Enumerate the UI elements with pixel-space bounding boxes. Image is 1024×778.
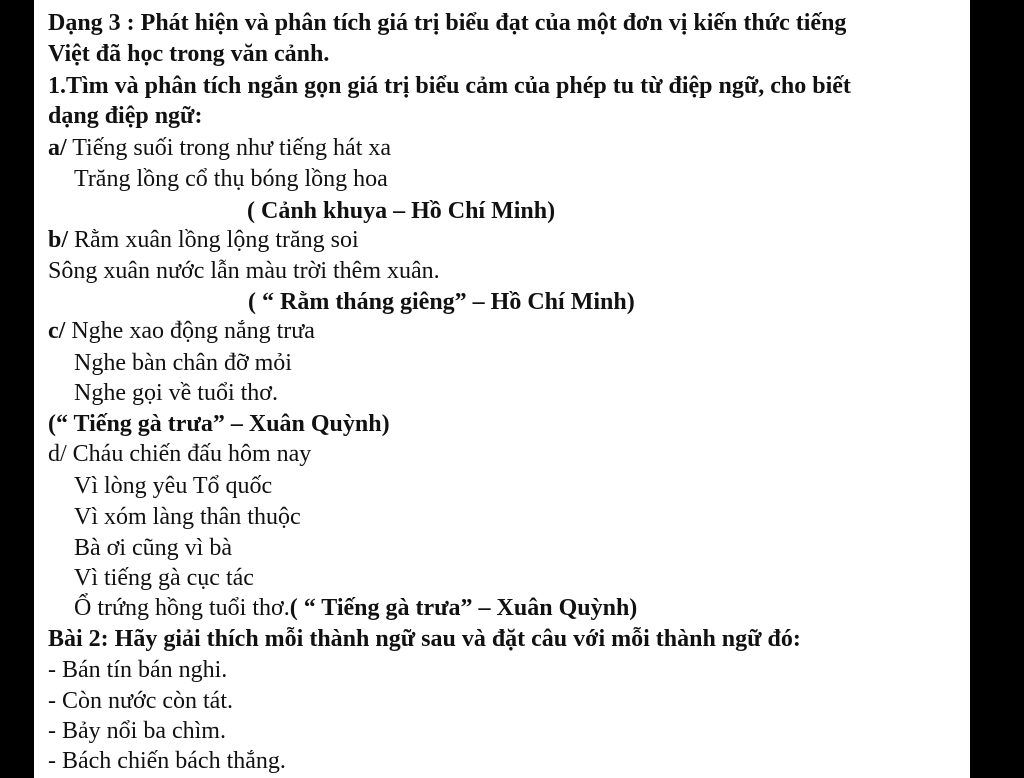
item-a-marker: a/ bbox=[48, 135, 67, 161]
item-c-source bbox=[48, 409, 390, 439]
section-title-line-1: Dạng 3 : Phát hiện và phân tích giá trị biểu đạt của một đơn vị kiến thức tiếng bbox=[48, 10, 847, 36]
item-a-line-2: Trăng lồng cổ thụ bóng lồng hoa bbox=[74, 166, 388, 192]
item-d-line-6 bbox=[74, 593, 637, 623]
item-a-line-1 bbox=[48, 133, 391, 163]
item-d-text-1: Cháu chiến đấu hôm nay bbox=[66, 441, 312, 467]
question-1-line-1: 1.Tìm và phân tích ngắn gọn giá trị biểu cảm của phép tu từ điệp ngữ, cho biết bbox=[48, 73, 851, 99]
item-d-source: ( “ Tiếng gà trưa” – Xuân Quỳnh) bbox=[289, 595, 638, 621]
item-d-line-2: Vì lòng yêu Tổ quốc bbox=[74, 473, 273, 499]
item-c-text-1: Nghe xao động nắng trưa bbox=[65, 318, 315, 344]
item-d-line-5: Vì tiếng gà cục tác bbox=[74, 565, 254, 591]
item-b-line-2: Sông xuân nước lẫn màu trời thêm xuân. bbox=[48, 258, 440, 284]
idiom-item-4: - Bách chiến bách thắng. bbox=[48, 748, 286, 774]
item-c-line-3: Nghe gọi về tuổi thơ. bbox=[74, 380, 278, 406]
item-d-line-1 bbox=[48, 439, 311, 469]
item-d-text-6: Ổ trứng hồng tuổi thơ. bbox=[74, 595, 290, 621]
item-d-line-3: Vì xóm làng thân thuộc bbox=[74, 504, 301, 530]
item-c-line-2: Nghe bàn chân đỡ mỏi bbox=[74, 350, 292, 376]
item-d-line-4: Bà ơi cũng vì bà bbox=[74, 535, 232, 561]
item-a-source: ( Cảnh khuya – Hồ Chí Minh) bbox=[247, 198, 556, 224]
item-b-line-1 bbox=[48, 225, 359, 255]
item-c-marker: c/ bbox=[48, 318, 66, 344]
exercise-2-title: Bài 2: Hãy giải thích mỗi thành ngữ sau và đặt câu với mỗi thành ngữ đó: bbox=[48, 626, 801, 652]
item-a-text-1: Tiếng suối trong như tiếng hát xa bbox=[66, 135, 392, 161]
item-c-source-author: ” – Xuân Quỳnh) bbox=[212, 411, 390, 437]
item-b-marker: b/ bbox=[48, 227, 69, 253]
item-d-marker: d/ bbox=[48, 441, 67, 467]
question-1-line-2: dạng điệp ngữ: bbox=[48, 103, 203, 129]
item-c-source-title: (“ Tiếng gà trưa bbox=[48, 411, 213, 437]
item-b-text-1: Rằm xuân lồng lộng trăng soi bbox=[68, 227, 359, 253]
item-b-source: ( “ Rằm tháng giêng” – Hồ Chí Minh) bbox=[248, 289, 635, 315]
section-title-line-2: Việt đã học trong văn cảnh. bbox=[48, 41, 330, 67]
idiom-item-3: - Bảy nổi ba chìm. bbox=[48, 718, 226, 744]
idiom-item-2: - Còn nước còn tát. bbox=[48, 688, 233, 714]
document-page bbox=[34, 0, 970, 778]
idiom-item-1: - Bán tín bán nghi. bbox=[48, 657, 228, 683]
item-c-line-1 bbox=[48, 316, 315, 346]
